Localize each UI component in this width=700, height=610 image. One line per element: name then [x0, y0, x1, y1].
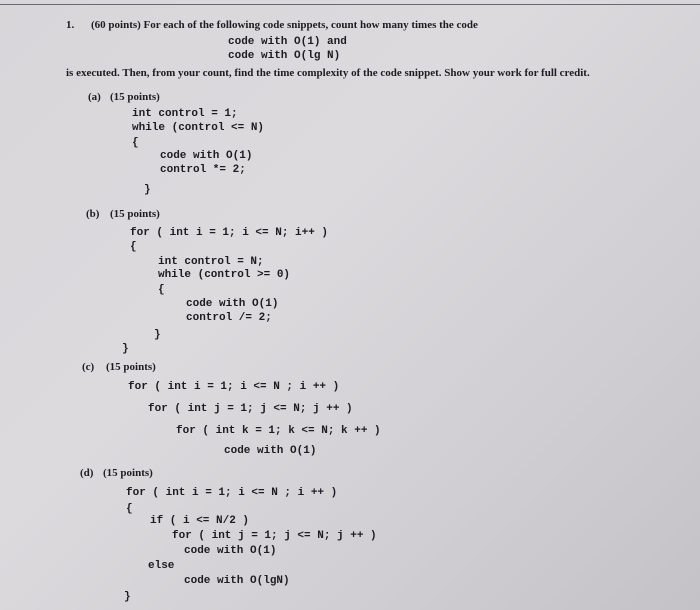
top-rule — [0, 4, 700, 5]
part-d-label: (d) — [80, 467, 94, 479]
part-a-code-line: } — [144, 184, 151, 196]
intro-line4-bold: Show your work for full credit. — [444, 67, 590, 79]
part-c-code-line: code with O(1) — [224, 445, 317, 457]
part-d-code-line: else — [148, 560, 175, 572]
part-c-code-line: for ( int j = 1; j <= N; j ++ ) — [148, 403, 353, 415]
part-d-code-line: { — [126, 503, 133, 515]
part-c-label: (c) — [82, 361, 95, 373]
part-d-points: (15 points) — [103, 467, 153, 479]
part-c-code-line: for ( int i = 1; i <= N ; i ++ ) — [128, 381, 340, 393]
part-b-code-line: int control = N; — [158, 256, 264, 268]
part-a-code-line: { — [132, 137, 139, 149]
part-d-code-line: for ( int i = 1; i <= N ; i ++ ) — [126, 487, 338, 499]
part-b-label: (b) — [86, 208, 100, 220]
question-intro-line2: code with O(1) and — [228, 36, 347, 48]
question-number: 1. — [66, 19, 75, 31]
question-intro-line3: code with O(lg N) — [228, 50, 341, 62]
part-b-code-line: code with O(1) — [186, 298, 279, 310]
part-d-code-line: if ( i <= N/2 ) — [150, 515, 250, 527]
question-intro-line4 — [66, 68, 590, 79]
part-a-points: (15 points) — [110, 91, 160, 103]
intro-line4-text: is executed. Then, from your count, find the time complexity of the code snippet. — [66, 67, 442, 79]
part-b-code-line: { — [130, 241, 137, 253]
part-a-code-line: int control = 1; — [132, 108, 238, 120]
part-a-code-line: code with O(1) — [160, 150, 253, 162]
part-a-code-line: control *= 2; — [160, 164, 246, 176]
part-b-code-line: control /= 2; — [186, 312, 272, 324]
part-d-code-line: code with O(1) — [184, 545, 277, 557]
part-b-code-line: while (control >= 0) — [158, 269, 291, 281]
part-b-code-line: } — [122, 343, 129, 355]
question-intro-line1: (60 points) For each of the following code snippets, count how many times the code — [91, 19, 478, 31]
part-d-code-line: for ( int j = 1; j <= N; j ++ ) — [172, 530, 377, 542]
part-a-label: (a) — [88, 91, 101, 103]
part-b-code-line: { — [158, 284, 165, 296]
part-a-code-line: while (control <= N) — [132, 122, 265, 134]
part-d-code-line: code with O(lgN) — [184, 575, 290, 587]
part-b-code-line: for ( int i = 1; i <= N; i++ ) — [130, 227, 329, 239]
part-c-code-line: for ( int k = 1; k <= N; k ++ ) — [176, 425, 381, 437]
part-d-code-line: } — [124, 591, 131, 603]
part-b-code-line: } — [154, 329, 161, 341]
part-b-points: (15 points) — [110, 208, 160, 220]
part-c-points: (15 points) — [106, 361, 156, 373]
